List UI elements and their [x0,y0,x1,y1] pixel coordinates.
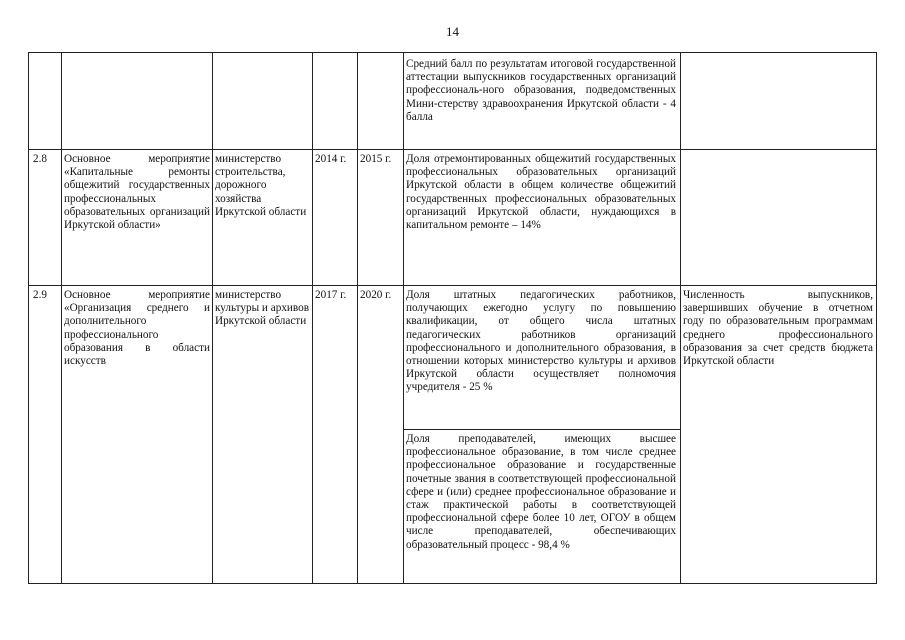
activity-name: Основное мероприятие «Капитальные ремонты общежитий государственных профессиональных образовательных организаций Иркутской области» [64,153,210,232]
executor-name: министерство строительства, дорожного хозяйства Иркутской области [215,153,307,218]
end-year: 2015 г. [360,153,392,165]
row-divider [29,285,876,286]
indicator-text: Доля отремонтированных общежитий государственных профессиональных образовательных организаций Иркутской области в общем количестве общежитий государственных профессиональных образовательных организаций Иркутской области, нуждающихся в капитальном ремонте – 14% [406,153,676,232]
column-divider [680,53,681,583]
outcome-text: Численность выпускников, завершивших обучение в отчетном году по образовательным программам среднего профессионального образования за счет средств бюджета Иркутской области [683,289,873,368]
column-divider [403,53,404,583]
end-year: 2020 г. [360,289,392,301]
page-number: 14 [446,24,459,39]
start-year: 2017 г. [315,289,347,301]
column-divider [212,53,213,583]
column-divider [61,53,62,583]
indicator-text: Доля преподавателей, имеющих высшее профессиональное образование, в том числе среднее профессиональное образование и государственные почетные звания в соответствующей профессиональной сфере и (или) среднее профессиональное образование и стаж практической работы в соответствующей профессиональной сфере более 10 лет, ОГОУ в общем числе преподавателей, обеспечивающих образовательный процесс - 98,4 % [406,433,676,551]
indicator-text: Доля штатных педагогических работников, получающих ежегодно услугу по повышению квалификации, от общего числа штатных педагогических работников организаций профессионального и дополнительного образования, в отношении которых министерство культуры и архивов Иркутской области осуществляет полномочия учредителя - 25 % [406,289,676,394]
program-activities-table [28,52,877,584]
row-number: 2.9 [33,289,47,301]
start-year: 2014 г. [315,153,347,165]
row-number: 2.8 [33,153,47,165]
column-divider [357,53,358,583]
activity-name: Основное мероприятие «Организация среднего и дополнительного профессионального образования в области искусств [64,289,210,368]
row-divider [403,429,680,430]
indicator-text: Средний балл по результатам итоговой государственной аттестации выпускников государственных организаций профессиональ-ного образования, подведомственных Мини-стерству здравоохранения Иркутской области - 4 балла [406,58,676,123]
executor-name: министерство культуры и архивов Иркутской области [215,289,309,328]
row-divider [29,149,876,150]
column-divider [312,53,313,583]
